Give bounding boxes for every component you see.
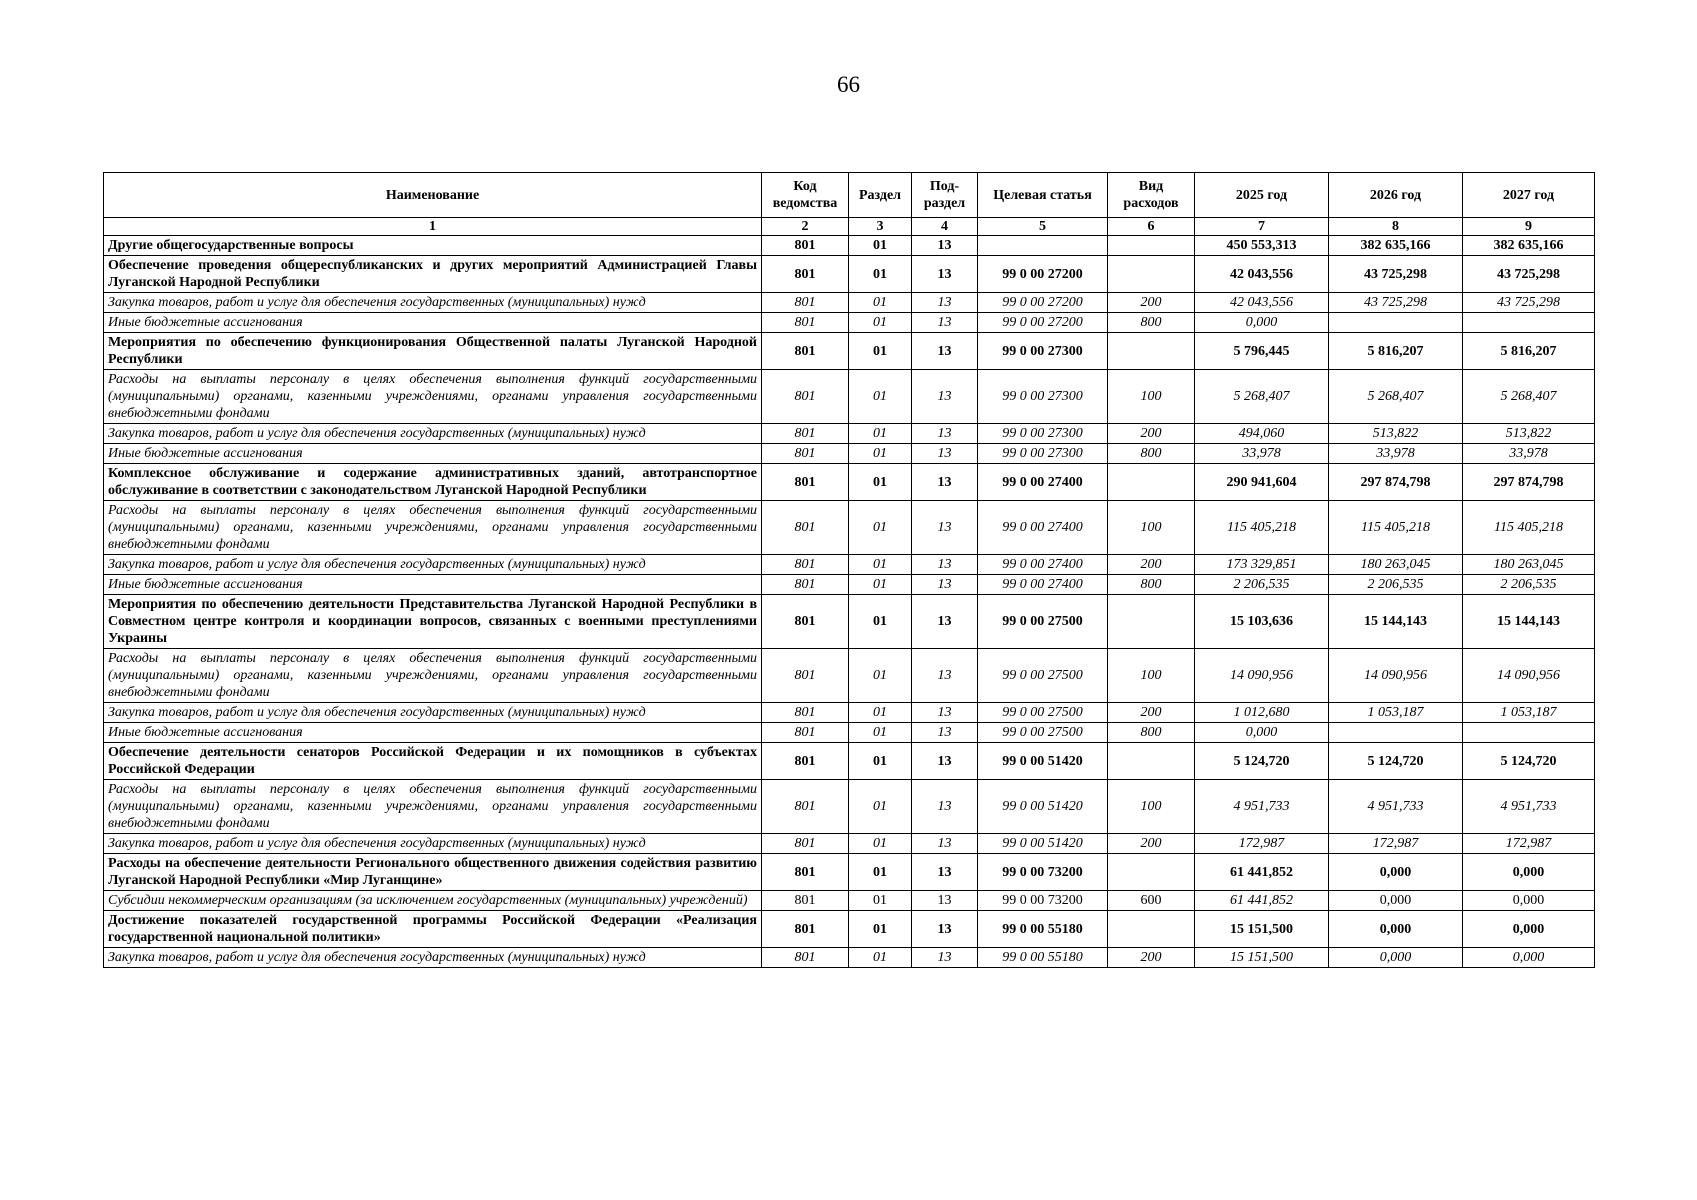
row-value-2026: 0,000 xyxy=(1329,911,1463,948)
row-section: 01 xyxy=(849,236,912,256)
row-subsection: 13 xyxy=(912,595,978,649)
row-name: Мероприятия по обеспечению деятельности Представительства Луганской Народной Республики в Совместном центре контроля и координации вопросов, связанных с военными преступлениями Украины xyxy=(104,595,762,649)
row-target: 99 0 00 27200 xyxy=(978,256,1108,293)
header-expense-type: Вид расходов xyxy=(1108,173,1195,218)
row-target: 99 0 00 27300 xyxy=(978,333,1108,370)
page-number: 66 xyxy=(837,72,860,97)
row-subsection: 13 xyxy=(912,424,978,444)
row-value-2025: 61 441,852 xyxy=(1195,891,1329,911)
row-value-2025: 2 206,535 xyxy=(1195,575,1329,595)
row-value-2026: 0,000 xyxy=(1329,891,1463,911)
row-value-2027: 5 816,207 xyxy=(1463,333,1595,370)
row-section: 01 xyxy=(849,256,912,293)
header-2027: 2027 год xyxy=(1463,173,1595,218)
row-value-2027: 14 090,956 xyxy=(1463,649,1595,703)
row-name: Иные бюджетные ассигнования xyxy=(104,313,762,333)
row-value-2026: 2 206,535 xyxy=(1329,575,1463,595)
row-code: 801 xyxy=(762,891,849,911)
table-row xyxy=(104,424,1595,444)
row-expense-type xyxy=(1108,854,1195,891)
row-expense-type xyxy=(1108,236,1195,256)
row-code: 801 xyxy=(762,780,849,834)
row-value-2026: 180 263,045 xyxy=(1329,555,1463,575)
row-target: 99 0 00 27300 xyxy=(978,444,1108,464)
row-target: 99 0 00 27400 xyxy=(978,464,1108,501)
row-section: 01 xyxy=(849,743,912,780)
row-name: Расходы на выплаты персоналу в целях обеспечения выполнения функций государственными (муниципальными) органами, казенными учреждениями, органами управления государственными внебюджетными фондами xyxy=(104,370,762,424)
row-value-2027: 1 053,187 xyxy=(1463,703,1595,723)
row-name: Закупка товаров, работ и услуг для обеспечения государственных (муниципальных) нужд xyxy=(104,948,762,968)
row-section: 01 xyxy=(849,313,912,333)
row-value-2026: 172,987 xyxy=(1329,834,1463,854)
row-value-2027: 513,822 xyxy=(1463,424,1595,444)
row-expense-type xyxy=(1108,464,1195,501)
row-section: 01 xyxy=(849,293,912,313)
table-row xyxy=(104,723,1595,743)
row-subsection: 13 xyxy=(912,236,978,256)
row-value-2027: 382 635,166 xyxy=(1463,236,1595,256)
row-subsection: 13 xyxy=(912,333,978,370)
row-value-2025: 450 553,313 xyxy=(1195,236,1329,256)
row-section: 01 xyxy=(849,911,912,948)
table-row xyxy=(104,743,1595,780)
column-number: 4 xyxy=(912,218,978,236)
row-code: 801 xyxy=(762,333,849,370)
column-number: 2 xyxy=(762,218,849,236)
table-row xyxy=(104,948,1595,968)
row-target: 99 0 00 51420 xyxy=(978,834,1108,854)
row-value-2027: 180 263,045 xyxy=(1463,555,1595,575)
row-code: 801 xyxy=(762,834,849,854)
row-value-2027: 43 725,298 xyxy=(1463,256,1595,293)
row-value-2025: 15 151,500 xyxy=(1195,948,1329,968)
row-value-2027: 2 206,535 xyxy=(1463,575,1595,595)
row-value-2027: 297 874,798 xyxy=(1463,464,1595,501)
row-value-2026 xyxy=(1329,723,1463,743)
row-subsection: 13 xyxy=(912,649,978,703)
row-target: 99 0 00 27400 xyxy=(978,575,1108,595)
column-number: 5 xyxy=(978,218,1108,236)
row-name: Комплексное обслуживание и содержание административных зданий, автотранспортное обслуживание в соответствии с законодательством Луганской Народной Республики xyxy=(104,464,762,501)
row-subsection: 13 xyxy=(912,911,978,948)
row-subsection: 13 xyxy=(912,854,978,891)
row-section: 01 xyxy=(849,723,912,743)
row-target: 99 0 00 27400 xyxy=(978,501,1108,555)
row-expense-type: 800 xyxy=(1108,444,1195,464)
row-name: Расходы на выплаты персоналу в целях обеспечения выполнения функций государственными (муниципальными) органами, казенными учреждениями, органами управления государственными внебюджетными фондами xyxy=(104,501,762,555)
header-2025: 2025 год xyxy=(1195,173,1329,218)
header-2026: 2026 год xyxy=(1329,173,1463,218)
row-name: Обеспечение проведения общереспубликанских и других мероприятий Администрацией Главы Луганской Народной Республики xyxy=(104,256,762,293)
row-value-2027: 5 124,720 xyxy=(1463,743,1595,780)
row-value-2025: 5 796,445 xyxy=(1195,333,1329,370)
row-value-2027: 43 725,298 xyxy=(1463,293,1595,313)
column-number: 8 xyxy=(1329,218,1463,236)
row-value-2025: 290 941,604 xyxy=(1195,464,1329,501)
row-code: 801 xyxy=(762,575,849,595)
row-target xyxy=(978,236,1108,256)
row-name: Закупка товаров, работ и услуг для обеспечения государственных (муниципальных) нужд xyxy=(104,424,762,444)
table-row xyxy=(104,780,1595,834)
row-value-2026: 15 144,143 xyxy=(1329,595,1463,649)
column-number: 3 xyxy=(849,218,912,236)
row-name: Расходы на выплаты персоналу в целях обеспечения выполнения функций государственными (муниципальными) органами, казенными учреждениями, органами управления государственными внебюджетными фондами xyxy=(104,780,762,834)
row-section: 01 xyxy=(849,464,912,501)
row-target: 99 0 00 27400 xyxy=(978,555,1108,575)
row-name: Закупка товаров, работ и услуг для обеспечения государственных (муниципальных) нужд xyxy=(104,293,762,313)
table-row xyxy=(104,313,1595,333)
row-value-2025: 0,000 xyxy=(1195,723,1329,743)
row-target: 99 0 00 27200 xyxy=(978,313,1108,333)
table-row xyxy=(104,834,1595,854)
row-name: Мероприятия по обеспечению функционирования Общественной палаты Луганской Народной Республики xyxy=(104,333,762,370)
row-subsection: 13 xyxy=(912,256,978,293)
row-target: 99 0 00 27300 xyxy=(978,424,1108,444)
row-section: 01 xyxy=(849,649,912,703)
row-section: 01 xyxy=(849,575,912,595)
row-expense-type: 200 xyxy=(1108,834,1195,854)
row-name: Иные бюджетные ассигнования xyxy=(104,723,762,743)
row-section: 01 xyxy=(849,501,912,555)
row-value-2027 xyxy=(1463,723,1595,743)
row-expense-type: 800 xyxy=(1108,723,1195,743)
row-expense-type: 800 xyxy=(1108,575,1195,595)
row-value-2026: 382 635,166 xyxy=(1329,236,1463,256)
row-name: Закупка товаров, работ и услуг для обеспечения государственных (муниципальных) нужд xyxy=(104,703,762,723)
row-value-2027: 5 268,407 xyxy=(1463,370,1595,424)
header-name: Наименование xyxy=(104,173,762,218)
table-row xyxy=(104,703,1595,723)
row-subsection: 13 xyxy=(912,743,978,780)
row-subsection: 13 xyxy=(912,313,978,333)
row-value-2027: 33,978 xyxy=(1463,444,1595,464)
row-code: 801 xyxy=(762,464,849,501)
table-row xyxy=(104,555,1595,575)
row-expense-type: 100 xyxy=(1108,501,1195,555)
row-subsection: 13 xyxy=(912,891,978,911)
row-code: 801 xyxy=(762,236,849,256)
row-name: Расходы на обеспечение деятельности Регионального общественного движения содействия развитию Луганской Народной Республики «Мир Луганщине» xyxy=(104,854,762,891)
row-expense-type: 200 xyxy=(1108,424,1195,444)
row-subsection: 13 xyxy=(912,501,978,555)
row-target: 99 0 00 27500 xyxy=(978,649,1108,703)
row-section: 01 xyxy=(849,948,912,968)
row-section: 01 xyxy=(849,555,912,575)
header-section: Раздел xyxy=(849,173,912,218)
row-subsection: 13 xyxy=(912,723,978,743)
row-code: 801 xyxy=(762,555,849,575)
row-value-2026: 33,978 xyxy=(1329,444,1463,464)
row-value-2026 xyxy=(1329,313,1463,333)
row-expense-type: 200 xyxy=(1108,293,1195,313)
row-section: 01 xyxy=(849,424,912,444)
row-subsection: 13 xyxy=(912,555,978,575)
row-value-2025: 15 151,500 xyxy=(1195,911,1329,948)
row-value-2025: 1 012,680 xyxy=(1195,703,1329,723)
row-value-2026: 4 951,733 xyxy=(1329,780,1463,834)
row-section: 01 xyxy=(849,854,912,891)
row-section: 01 xyxy=(849,444,912,464)
row-subsection: 13 xyxy=(912,834,978,854)
row-value-2025: 15 103,636 xyxy=(1195,595,1329,649)
row-value-2027: 4 951,733 xyxy=(1463,780,1595,834)
column-number: 7 xyxy=(1195,218,1329,236)
row-name: Расходы на выплаты персоналу в целях обеспечения выполнения функций государственными (муниципальными) органами, казенными учреждениями, органами управления государственными внебюджетными фондами xyxy=(104,649,762,703)
row-value-2025: 4 951,733 xyxy=(1195,780,1329,834)
row-value-2027: 172,987 xyxy=(1463,834,1595,854)
row-section: 01 xyxy=(849,780,912,834)
table-row xyxy=(104,854,1595,891)
row-value-2026: 5 816,207 xyxy=(1329,333,1463,370)
table-row xyxy=(104,370,1595,424)
row-value-2025: 5 124,720 xyxy=(1195,743,1329,780)
row-code: 801 xyxy=(762,595,849,649)
row-section: 01 xyxy=(849,703,912,723)
row-value-2025: 494,060 xyxy=(1195,424,1329,444)
row-subsection: 13 xyxy=(912,444,978,464)
row-expense-type: 200 xyxy=(1108,703,1195,723)
row-expense-type: 600 xyxy=(1108,891,1195,911)
row-code: 801 xyxy=(762,723,849,743)
row-section: 01 xyxy=(849,891,912,911)
row-value-2026: 513,822 xyxy=(1329,424,1463,444)
row-code: 801 xyxy=(762,854,849,891)
table-row xyxy=(104,236,1595,256)
row-value-2025: 61 441,852 xyxy=(1195,854,1329,891)
row-value-2026: 115 405,218 xyxy=(1329,501,1463,555)
row-target: 99 0 00 51420 xyxy=(978,743,1108,780)
table-row xyxy=(104,649,1595,703)
row-value-2025: 5 268,407 xyxy=(1195,370,1329,424)
row-value-2027: 0,000 xyxy=(1463,911,1595,948)
row-code: 801 xyxy=(762,703,849,723)
row-name: Достижение показателей государственной программы Российской Федерации «Реализация государственной национальной политики» xyxy=(104,911,762,948)
header-target: Целевая статья xyxy=(978,173,1108,218)
column-number: 9 xyxy=(1463,218,1595,236)
row-value-2025: 173 329,851 xyxy=(1195,555,1329,575)
row-section: 01 xyxy=(849,834,912,854)
row-target: 99 0 00 73200 xyxy=(978,891,1108,911)
row-code: 801 xyxy=(762,649,849,703)
row-target: 99 0 00 27500 xyxy=(978,723,1108,743)
row-code: 801 xyxy=(762,424,849,444)
table-row xyxy=(104,501,1595,555)
row-expense-type xyxy=(1108,595,1195,649)
row-expense-type: 100 xyxy=(1108,370,1195,424)
row-value-2027: 0,000 xyxy=(1463,948,1595,968)
row-value-2026: 5 124,720 xyxy=(1329,743,1463,780)
row-name: Закупка товаров, работ и услуг для обеспечения государственных (муниципальных) нужд xyxy=(104,834,762,854)
row-code: 801 xyxy=(762,948,849,968)
row-subsection: 13 xyxy=(912,703,978,723)
row-value-2026: 14 090,956 xyxy=(1329,649,1463,703)
row-subsection: 13 xyxy=(912,464,978,501)
table-row xyxy=(104,911,1595,948)
row-target: 99 0 00 27200 xyxy=(978,293,1108,313)
row-target: 99 0 00 55180 xyxy=(978,911,1108,948)
column-number: 1 xyxy=(104,218,762,236)
budget-table xyxy=(103,172,1595,968)
row-subsection: 13 xyxy=(912,948,978,968)
row-value-2027: 115 405,218 xyxy=(1463,501,1595,555)
row-value-2026: 43 725,298 xyxy=(1329,256,1463,293)
row-value-2026: 0,000 xyxy=(1329,854,1463,891)
row-section: 01 xyxy=(849,595,912,649)
row-subsection: 13 xyxy=(912,370,978,424)
row-value-2025: 172,987 xyxy=(1195,834,1329,854)
row-value-2025: 42 043,556 xyxy=(1195,256,1329,293)
row-value-2025: 42 043,556 xyxy=(1195,293,1329,313)
header-subsection: Под-раздел xyxy=(912,173,978,218)
row-code: 801 xyxy=(762,444,849,464)
row-target: 99 0 00 27300 xyxy=(978,370,1108,424)
row-expense-type xyxy=(1108,911,1195,948)
row-code: 801 xyxy=(762,370,849,424)
row-value-2025: 14 090,956 xyxy=(1195,649,1329,703)
row-value-2027: 0,000 xyxy=(1463,891,1595,911)
row-name: Иные бюджетные ассигнования xyxy=(104,575,762,595)
column-number-row xyxy=(104,218,1595,236)
column-number: 6 xyxy=(1108,218,1195,236)
row-code: 801 xyxy=(762,313,849,333)
row-value-2025: 0,000 xyxy=(1195,313,1329,333)
row-expense-type: 800 xyxy=(1108,313,1195,333)
row-target: 99 0 00 73200 xyxy=(978,854,1108,891)
row-value-2027: 0,000 xyxy=(1463,854,1595,891)
table-header-row xyxy=(104,173,1595,218)
row-expense-type: 200 xyxy=(1108,948,1195,968)
row-target: 99 0 00 55180 xyxy=(978,948,1108,968)
row-subsection: 13 xyxy=(912,293,978,313)
row-value-2025: 115 405,218 xyxy=(1195,501,1329,555)
row-code: 801 xyxy=(762,293,849,313)
row-value-2026: 43 725,298 xyxy=(1329,293,1463,313)
row-code: 801 xyxy=(762,911,849,948)
row-target: 99 0 00 27500 xyxy=(978,595,1108,649)
row-expense-type: 100 xyxy=(1108,649,1195,703)
row-expense-type: 100 xyxy=(1108,780,1195,834)
row-value-2027 xyxy=(1463,313,1595,333)
row-value-2025: 33,978 xyxy=(1195,444,1329,464)
table-row xyxy=(104,464,1595,501)
row-name: Обеспечение деятельности сенаторов Российской Федерации и их помощников в субъектах Российской Федерации xyxy=(104,743,762,780)
row-value-2026: 0,000 xyxy=(1329,948,1463,968)
row-value-2027: 15 144,143 xyxy=(1463,595,1595,649)
table-row xyxy=(104,595,1595,649)
table-row xyxy=(104,293,1595,313)
row-value-2026: 1 053,187 xyxy=(1329,703,1463,723)
row-target: 99 0 00 51420 xyxy=(978,780,1108,834)
row-name: Иные бюджетные ассигнования xyxy=(104,444,762,464)
row-expense-type xyxy=(1108,743,1195,780)
row-value-2026: 5 268,407 xyxy=(1329,370,1463,424)
table-row xyxy=(104,891,1595,911)
table-row xyxy=(104,575,1595,595)
row-code: 801 xyxy=(762,501,849,555)
row-expense-type: 200 xyxy=(1108,555,1195,575)
row-name: Другие общегосударственные вопросы xyxy=(104,236,762,256)
row-target: 99 0 00 27500 xyxy=(978,703,1108,723)
table-row xyxy=(104,256,1595,293)
row-code: 801 xyxy=(762,743,849,780)
table-row xyxy=(104,444,1595,464)
row-section: 01 xyxy=(849,370,912,424)
row-subsection: 13 xyxy=(912,575,978,595)
row-name: Закупка товаров, работ и услуг для обеспечения государственных (муниципальных) нужд xyxy=(104,555,762,575)
row-name: Субсидии некоммерческим организациям (за исключением государственных (муниципальных) учреждений) xyxy=(104,891,762,911)
row-section: 01 xyxy=(849,333,912,370)
row-code: 801 xyxy=(762,256,849,293)
row-subsection: 13 xyxy=(912,780,978,834)
row-expense-type xyxy=(1108,333,1195,370)
header-code: Код ведомства xyxy=(762,173,849,218)
row-expense-type xyxy=(1108,256,1195,293)
table-row xyxy=(104,333,1595,370)
row-value-2026: 297 874,798 xyxy=(1329,464,1463,501)
